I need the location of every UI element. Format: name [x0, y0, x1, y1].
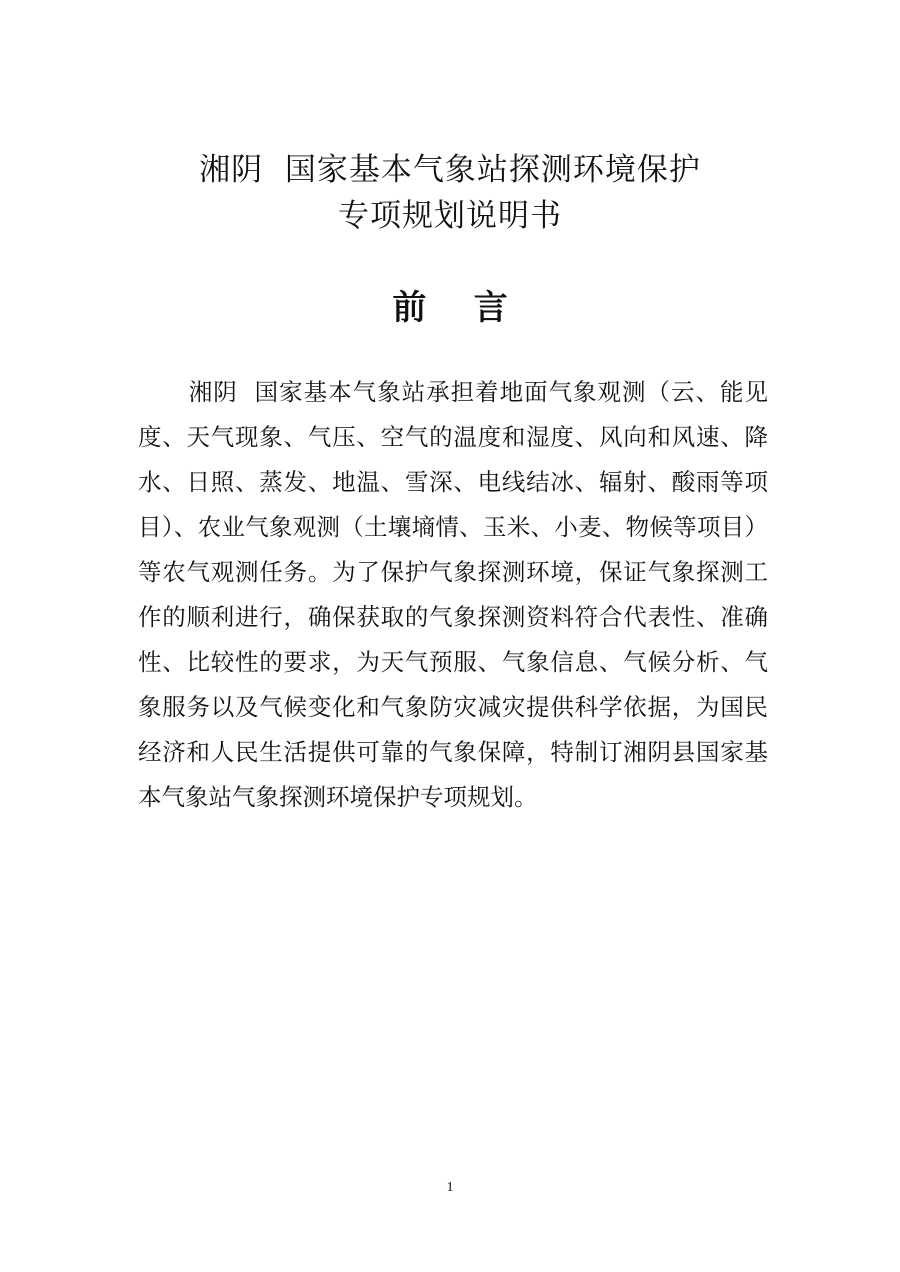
document-title-line-1: 湘阴 国家基本气象站探测环境保护 — [199, 152, 701, 188]
paragraph-line: 作的顺利进行，确保获取的气象探测资料符合代表性、准确 — [138, 603, 768, 631]
paragraph-line: 性、比较性的要求，为天气预服、气象信息、气候分析、气 — [138, 648, 768, 676]
paragraph-line: 象服务以及气候变化和气象防灾减灾提供科学依据，为国民 — [138, 693, 768, 721]
preface-paragraph — [138, 370, 768, 820]
section-heading-preface: 前 言 — [392, 288, 508, 328]
paragraph-line: 水、日照、蒸发、地温、雪深、电线结冰、辐射、酸雨等项 — [138, 468, 768, 496]
paragraph-line: 湘阴 国家基本气象站承担着地面气象观测（云、能见 — [138, 378, 768, 406]
paragraph-line: 度、天气现象、气压、空气的温度和湿度、风向和风速、降 — [138, 423, 768, 451]
document-title-line-2: 专项规划说明书 — [338, 198, 562, 234]
paragraph-line: 目）、农业气象观测（土壤墒情、玉米、小麦、物候等项目） — [138, 513, 768, 541]
page-number: 1 — [446, 1180, 454, 1195]
paragraph-line: 经济和人民生活提供可靠的气象保障，特制订湘阴县国家基 — [138, 738, 768, 766]
paragraph-line: 等农气观测任务。为了保护气象探测环境，保证气象探测工 — [138, 558, 768, 586]
paragraph-line: 本气象站气象探测环境保护专项规划。 — [138, 783, 538, 811]
